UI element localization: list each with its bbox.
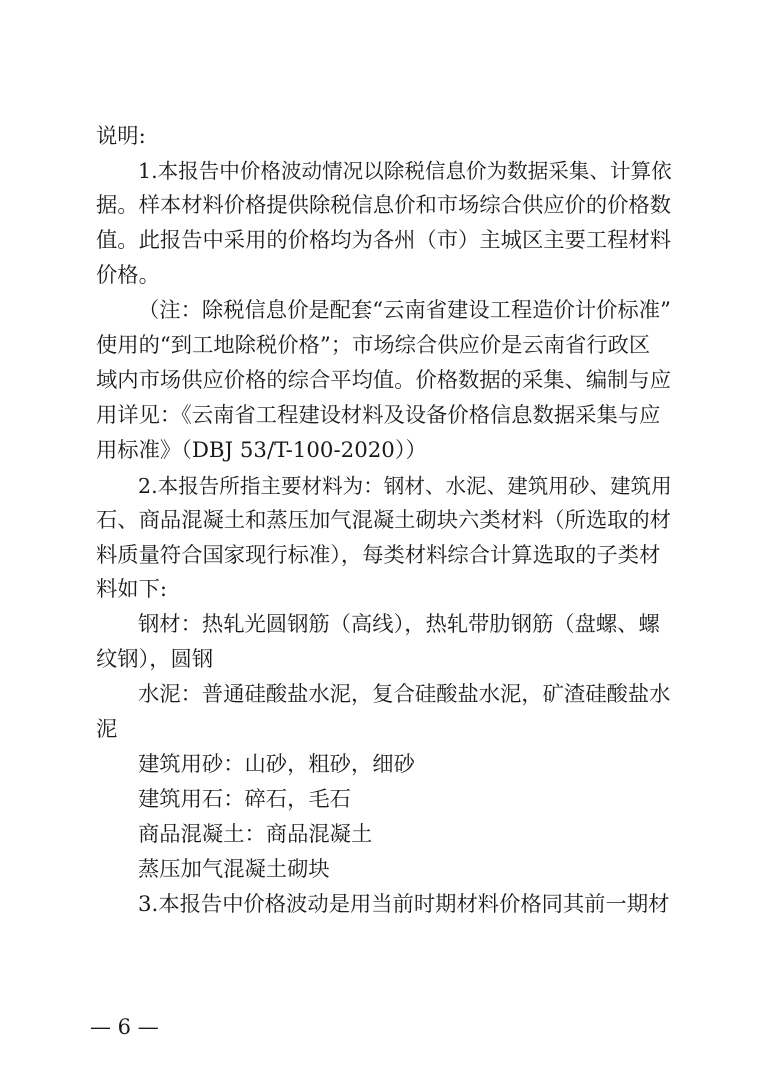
note-line: 使用的“到工地除税价格”；市场综合供应价是云南省行政区: [96, 333, 651, 358]
note-line: 用标准》（DBJ 53/T-100-2020））: [96, 438, 427, 463]
material-line: 蒸压加气混凝土砌块: [138, 857, 330, 882]
material-line: 建筑用石：碎石，毛石: [138, 787, 351, 812]
paragraph-line: 价格。: [96, 263, 160, 288]
note-line: 用详见：《云南省工程建设材料及设备价格信息数据采集与应: [96, 403, 661, 428]
paragraph-line: 料如下:: [96, 577, 168, 602]
material-line: 纹钢），圆钢: [96, 647, 214, 672]
material-line: 钢材：热轧光圆钢筋（高线），热轧带肋钢筋（盘螺、螺: [138, 612, 660, 637]
material-line: 泥: [96, 717, 118, 742]
paragraph-line: 1.本报告中价格波动情况以除税信息价为数据采集、计算依: [138, 159, 672, 183]
paragraph-line: 料质量符合国家现行标准），每类材料综合计算选取的子类材: [96, 543, 661, 568]
paragraph-line: 2.本报告所指主要材料为：钢材、水泥、建筑用砂、建筑用: [138, 474, 672, 498]
material-line: 建筑用砂：山砂，粗砂，细砂: [138, 752, 415, 777]
material-line: 水泥：普通硅酸盐水泥，复合硅酸盐水泥，矿渣硅酸盐水: [138, 682, 671, 707]
material-line: 商品混凝土：商品混凝土: [138, 822, 373, 847]
note-line: （注：除税信息价是配套“云南省建设工程造价计价标准”: [138, 298, 671, 323]
note-line: 域内市场供应价格的综合平均值。价格数据的采集、编制与应: [96, 368, 672, 393]
section-heading: 说明:: [96, 124, 146, 149]
paragraph-line: 石、商品混凝土和蒸压加气混凝土砌块六类材料（所选取的材: [96, 508, 672, 533]
paragraph-line: 据。样本材料价格提供除税信息价和市场综合供应价的价格数: [96, 193, 672, 218]
page-number: — 6 —: [90, 1015, 159, 1039]
paragraph-line: 3.本报告中价格波动是用当前时期材料价格同其前一期材: [138, 892, 670, 917]
paragraph-line: 值。此报告中采用的价格均为各州（市）主城区主要工程材料: [96, 228, 672, 253]
